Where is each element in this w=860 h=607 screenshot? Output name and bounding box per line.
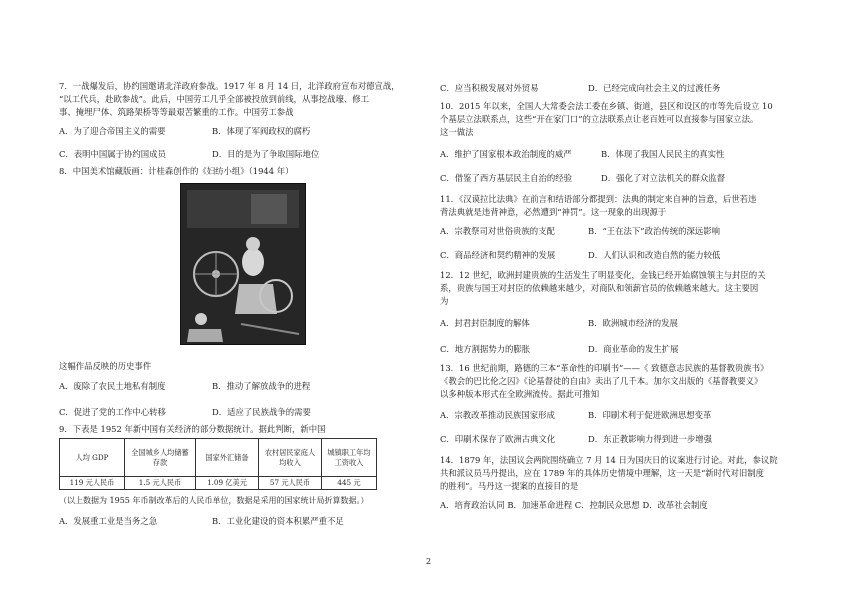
q13-line2: 《教会的巴比伦之囚》《论基督徒的自由》卖出了几千本。加尔文出版的《基督教要义》: [440, 376, 763, 386]
q8-option-d: D．适应了民族战争的需要: [212, 407, 311, 417]
q14-line3: 的胜利”。马丹这一提案的直接目的是: [440, 481, 579, 491]
table-header-cell: 全国城乡人均储蓄存款: [125, 439, 196, 477]
q14-line1: 14．1879 年，法国议会两院围绕确立 7 月 14 日为国庆日的议案进行讨论。对此，参议院: [440, 455, 778, 465]
q8-stem: 8．中国美术馆藏版画：计桂森创作的《妇纺小组》（1944 年）: [59, 166, 294, 176]
table-cell: 1.09 亿美元: [196, 477, 259, 490]
q8-option-a: A．废除了农民土地私有制度: [59, 381, 166, 391]
q13-option-d: D．东正教影响力得到进一步增强: [588, 434, 712, 444]
q14-options: A．培育政治认同 B．加速革命进程 C．控制民众思想 D．改革社会制度: [440, 500, 708, 510]
q8-followup: 这幅作品反映的历史事件: [59, 361, 152, 371]
q9-note: （以上数据为 1955 年币制改革后的人民币单位，数据是采用的国家统计局折算数据。）: [59, 496, 369, 505]
table-row: [60, 477, 377, 490]
q10-option-d: D．强化了对立法机关的群众监督: [601, 173, 725, 183]
q12-line3: 为: [440, 296, 449, 306]
q11-option-c: C．商品经济和契约精神的发展: [440, 250, 556, 260]
q13-line3: 以多种版本形式在全欧洲流传。据此可推知: [440, 389, 600, 399]
q13-option-a: A．宗教改革推动民族国家形成: [440, 410, 555, 420]
q7-option-c: C．表明中国属于协约国成员: [59, 149, 166, 159]
q12-option-b: B．欧洲城市经济的发展: [588, 318, 678, 328]
woodcut-print-image: [180, 183, 306, 345]
q11-line2: 背法典就是违背神意，必然遭到“神罚”。这一现象的出现源于: [440, 207, 667, 217]
q10-option-a: A．维护了国家根本政治制度的威严: [440, 149, 572, 159]
q12-option-a: A．封君封臣制度的解体: [440, 318, 530, 328]
q10-line2: 个基层立法联系点，这些“开在家门口”的立法联系点让老百姓可以直接参与国家立法。: [440, 114, 759, 124]
economic-data-table: [59, 438, 377, 490]
q8-option-c: C．促进了党的工作中心转移: [59, 407, 166, 417]
q9-option-b: B．工业化建设的资本积累严重不足: [212, 516, 344, 526]
table-header-cell: 人均 GDP: [60, 439, 125, 477]
q13-line1: 13．16 世纪前期，路德的三本“革命性的印刷书”——《 致德意志民族的基督教贵族书》: [440, 363, 769, 373]
table-header-cell: 城镇职工年均工资收入: [322, 439, 377, 477]
q9-option-a: A．发展重工业是当务之急: [59, 516, 158, 526]
table-cell: 119 元人民币: [60, 477, 125, 490]
q11-option-d: D．人们认识和改造自然的能力较低: [588, 250, 721, 260]
q13-option-b: B．印刷术利于促进欧洲思想变革: [588, 410, 712, 420]
q9-option-c: C．应当积极发展对外贸易: [440, 83, 539, 93]
page-number: 2: [426, 557, 432, 566]
q10-line1: 10．2015 年以来，全国人大常委会法工委在乡镇、街道，县区和设区的市等先后设立 10: [440, 101, 773, 111]
q11-option-a: A．宗教祭司对世俗贵族的支配: [440, 226, 555, 236]
q7-line1: 7．一战爆发后，协约国邀请北洋政府参战。1917 年 8 月 14 日，北洋政府宣布对德宣战，: [59, 81, 400, 91]
q11-line1: 11．《汉谟拉比法典》在前言和结语部分都提到：法典的制定来自神的旨意，后世若违: [440, 194, 757, 204]
q7-line3: 事、掩埋尸体、筑路架桥等等最艰苦繁重的工作。中国劳工参战: [59, 107, 294, 117]
q7-option-d: D．目的是为了争取国际地位: [212, 149, 320, 159]
table-cell: 445 元: [322, 477, 377, 490]
q12-option-d: D．商业革命的发生扩展: [588, 344, 679, 354]
table-header-cell: 农村居民家庭人均收入: [259, 439, 322, 477]
table-cell: 1.5 元人民币: [125, 477, 196, 490]
q14-line2: 共和派议员马丹提出，应在 1789 年的具体历史情境中理解，这一天是“新时代对旧制度: [440, 468, 765, 478]
table-header-row: [60, 439, 377, 477]
q7-option-a: A．为了迎合帝国主义的需要: [59, 126, 166, 136]
q7-option-b: B．体现了军阀政权的腐朽: [212, 126, 311, 136]
q8-option-b: B．推动了解放战争的进程: [212, 381, 311, 391]
q13-option-c: C．印刷术保存了欧洲古典文化: [440, 434, 556, 444]
q10-option-b: B．体现了我国人民民主的真实性: [601, 149, 725, 159]
q10-option-c: C．借鉴了西方基层民主自治的经验: [440, 173, 573, 183]
q9-stem: 9．下表是 1952 年新中国有关经济的部分数据统计。据此判断，新中国: [59, 424, 326, 434]
q7-line2: “以工代兵，赴欧参战”。此后，中国劳工几乎全部被投放到前线，从事挖战壕、修工: [59, 94, 370, 104]
q12-line2: 系，贵族与国王对封臣的依赖越来越少，对商队和领薪官员的依赖越来越大。这主要因: [440, 283, 759, 293]
table-header-cell: 国家外汇储备: [196, 439, 259, 477]
q9-option-d: D．已经完成向社会主义的过渡任务: [588, 83, 721, 93]
q11-option-b: B．“王在法下”政治传统的深远影响: [588, 226, 720, 236]
q12-line1: 12．12 世纪，欧洲封建贵族的生活发生了明显变化，金钱已经开始腐蚀領主与封臣的关: [440, 270, 766, 280]
table-cell: 57 元人民币: [259, 477, 322, 490]
q12-option-c: C．地方割据势力的膨胀: [440, 344, 531, 354]
q10-line3: 这一做法: [440, 127, 474, 137]
